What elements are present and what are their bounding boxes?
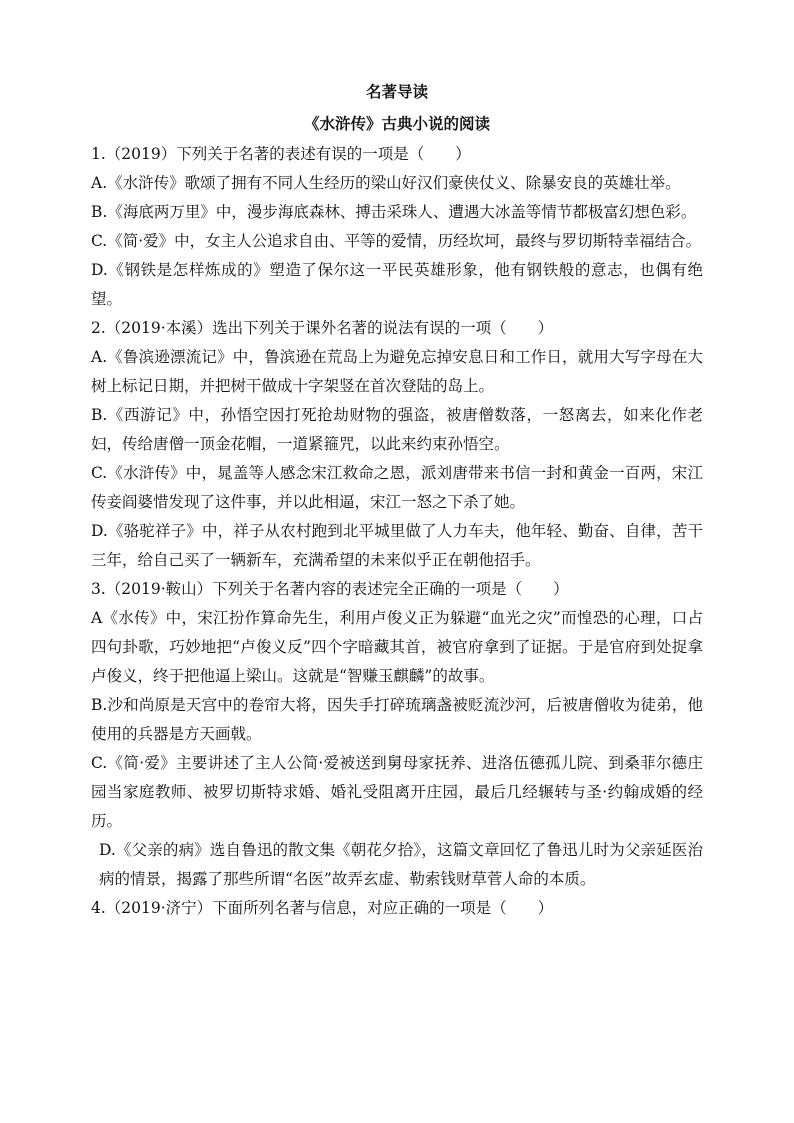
option-d: D.《父亲的病》选自鲁迅的散文集《朝花夕拾》，这篇文章回忆了鲁迅儿时为父亲延医治病的情景，揭露了那些所谓“名医”故弄玄虚、勒索钱财草菅人命的本质。	[99, 841, 703, 888]
option-d: D.《骆驼祥子》中，祥子从农村跑到北平城里做了人力车夫，他年轻、勤奋、自律，苦干三年，给自己买了一辆新车，充满希望的未来似乎正在朝他招手。	[91, 522, 703, 569]
option-b: B.沙和尚原是天宫中的卷帘大将，因失手打碎琉璃盏被贬流沙河，后被唐僧收为徒弟，他使用的兵器是方天画戟。	[91, 696, 703, 743]
option-a: A.《水浒传》歌颂了拥有不同人生经历的梁山好汉们豪侠仗义、除暴安良的英雄壮举。	[91, 174, 681, 192]
question-stem: 2.（2019·本溪）选出下列关于课外名著的说法有误的一项（ ）	[91, 319, 554, 337]
option-a: A.《鲁滨逊漂流记》中，鲁滨逊在荒岛上为避免忘掉安息日和工作日，就用大写字母在大树上标记日期，并把树干做成十字架竖在首次登陆的岛上。	[91, 348, 703, 395]
option-c: C.《水浒传》中，晁盖等人感念宋江救命之恩，派刘唐带来书信一封和黄金一百两，宋江传妾阎婆惜发现了这件事，并以此相逼，宋江一怒之下杀了她。	[91, 464, 703, 511]
option-b: B.《西游记》中，孙悟空因打死抢劫财物的强盗，被唐僧数落，一怒离去，如来化作老妇，传给唐僧一顶金花帽，一道紧箍咒，以此来约束孙悟空。	[91, 406, 703, 453]
option-b: B.《海底两万里》中，漫步海底森林、搏击采珠人、遭遇大冰盖等情节都极富幻想色彩。	[91, 203, 697, 221]
option-d: D.《钢铁是怎样炼成的》塑造了保尔这一平民英雄形象，他有钢铁般的意志，也偶有绝望。	[91, 261, 703, 308]
question-stem: 1.（2019）下列关于名著的表述有误的一项是（ ）	[91, 145, 471, 163]
question-stem: 3.（2019·鞍山）下列关于名著内容的表述完全正确的一项是（ ）	[91, 580, 569, 598]
question-stem: 4.（2019·济宁）下面所列名著与信息，对应正确的一项是（ ）	[91, 899, 554, 917]
option-c: C.《简·爱》中，女主人公追求自由、平等的爱情，历经坎坷，最终与罗切斯特幸福结合。	[91, 232, 702, 250]
document-title: 名著导读	[365, 82, 428, 101]
option-c: C.《简·爱》主要讲述了主人公简·爱被送到舅母家抚养、进洛伍德孤儿院、到桑菲尔德庄园当家庭教师、被罗切斯特求婚、婚礼受阻离开庄园，最后几经辗转与圣·约翰成婚的经历。	[91, 754, 703, 830]
document-subtitle: 《水浒传》古典小说的阅读	[303, 114, 490, 133]
option-a: A《水传》中，宋江扮作算命先生，利用卢俊义正为躲避“血光之灾”而惶恐的心理，口占四句卦歌，巧妙地把“卢俊义反”四个字暗藏其首，被官府拿到了证据。于是官府到处捉拿卢俊义，终于把他逼上梁山。这就是“智赚玉麒麟”的故事。	[91, 609, 703, 685]
